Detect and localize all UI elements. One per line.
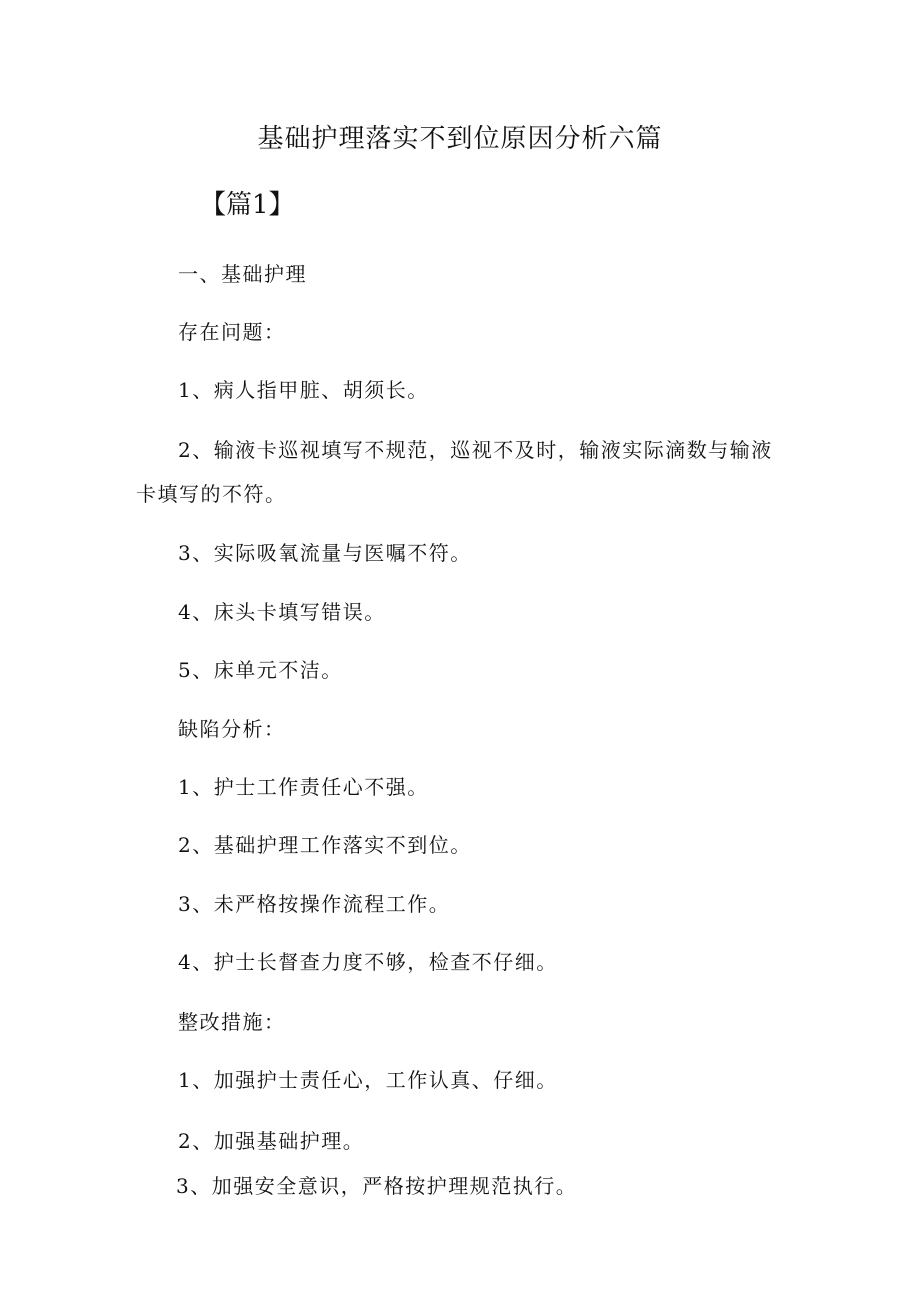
measures-label: 整改措施： <box>178 1010 286 1034</box>
measure-item: 2、加强基础护理。 <box>178 1129 365 1153</box>
document-title: 基础护理落实不到位原因分析六篇 <box>257 124 663 154</box>
analysis-item: 3、未严格按操作流程工作。 <box>178 892 451 916</box>
chapter-heading: 【篇1】 <box>200 190 295 220</box>
analysis-item: 4、护士长督查力度不够，检查不仔细。 <box>178 950 558 974</box>
problem-item: 1、病人指甲脏、胡须长。 <box>178 378 429 402</box>
analysis-item: 2、基础护理工作落实不到位。 <box>178 833 472 857</box>
section-heading: 一、基础护理 <box>178 262 307 286</box>
problem-item: 3、实际吸氧流量与医嘱不符。 <box>178 541 472 565</box>
analysis-label: 缺陷分析： <box>178 717 286 741</box>
measure-item: 1、加强护士责任心，工作认真、仔细。 <box>178 1068 558 1092</box>
problems-label: 存在问题： <box>178 320 286 344</box>
problem-item-continuation: 卡填写的不符。 <box>136 482 287 506</box>
problem-item: 5、床单元不洁。 <box>178 658 343 682</box>
measure-item: 3、加强安全意识，严格按护理规范执行。 <box>176 1174 578 1198</box>
problem-item: 4、床头卡填写错误。 <box>178 600 386 624</box>
analysis-item: 1、护士工作责任心不强。 <box>178 775 429 799</box>
problem-item: 2、输液卡巡视填写不规范，巡视不及时，输液实际滴数与输液 <box>178 438 773 462</box>
